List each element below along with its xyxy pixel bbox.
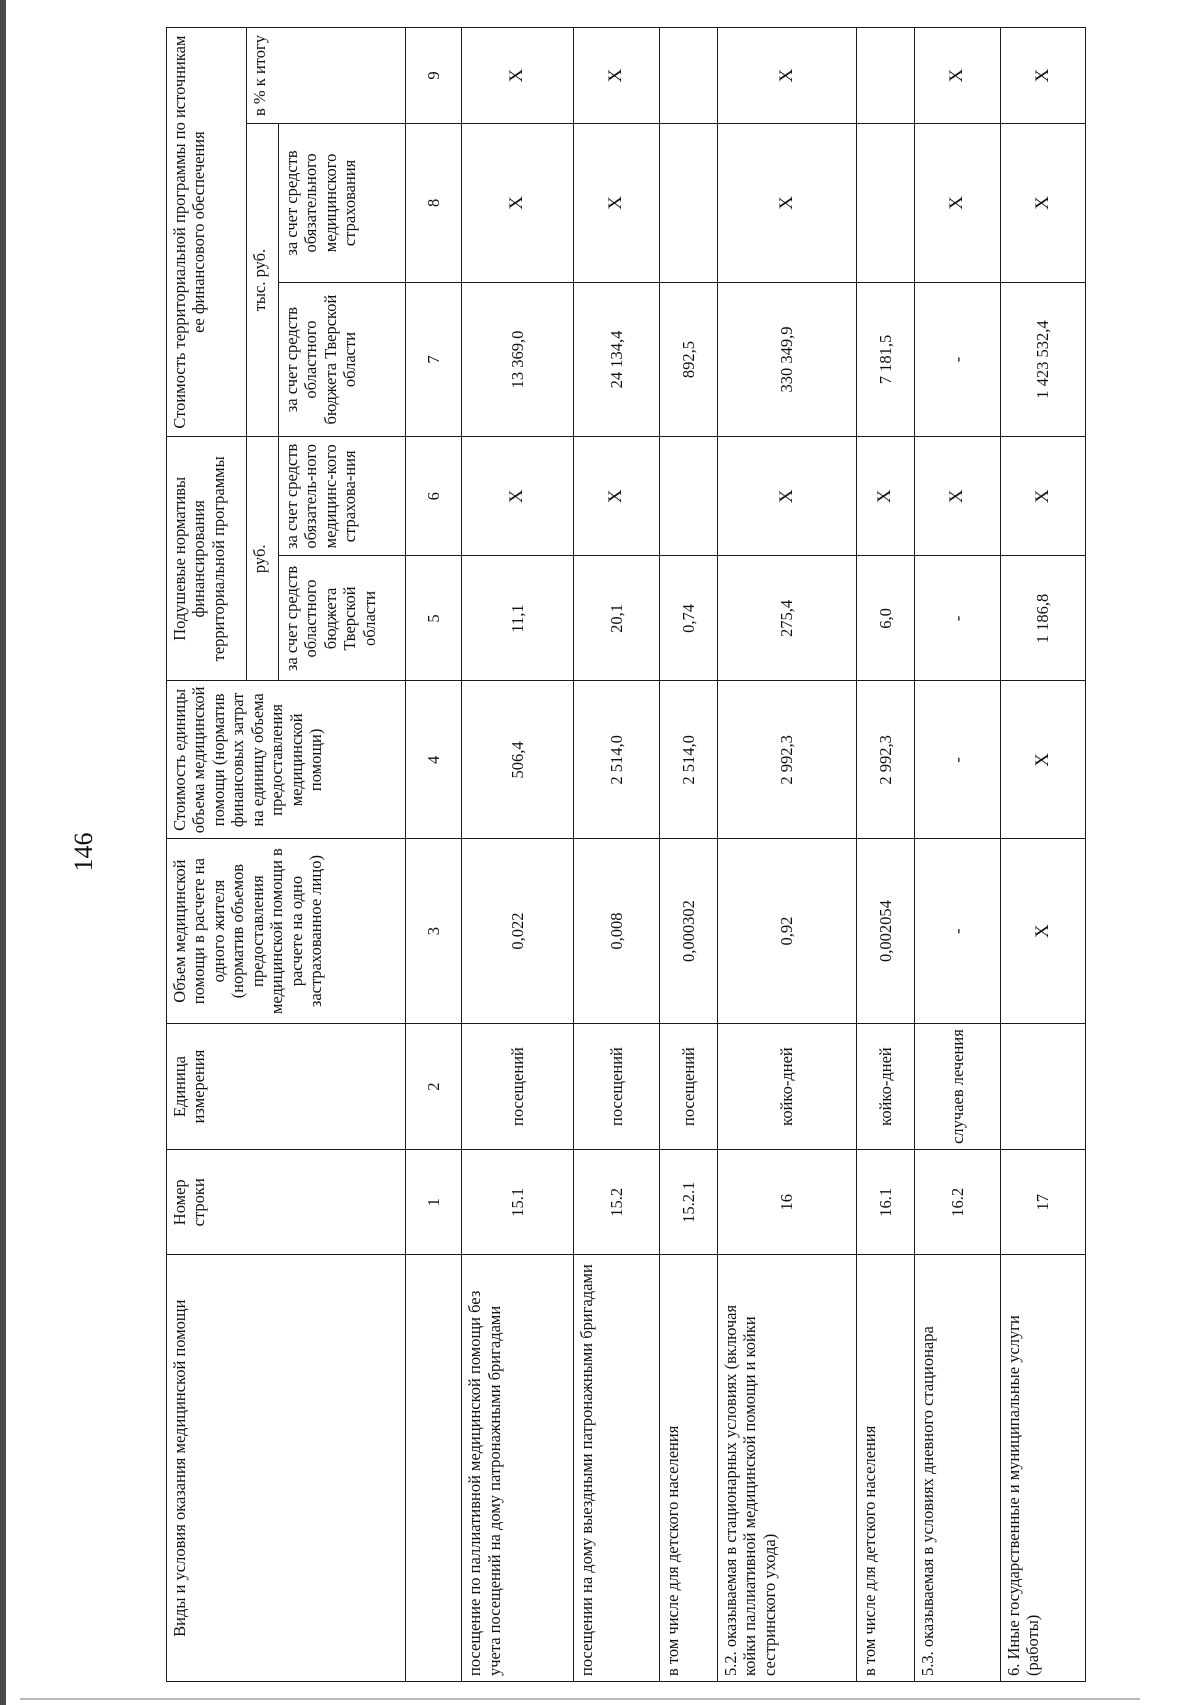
row-per-capita-regional: 275,4 [717, 556, 856, 681]
row-percent: X [462, 28, 574, 124]
row-unit [1000, 1023, 1085, 1149]
row-cost: - [915, 681, 1000, 839]
row-percent: X [1000, 28, 1085, 124]
table-row [462, 28, 574, 1682]
row-per-capita-oms: X [574, 437, 659, 556]
table-row [659, 28, 717, 1682]
row-volume: X [1000, 839, 1085, 1024]
header-unit: Единица измерения [167, 1023, 406, 1149]
row-per-capita-regional: - [915, 556, 1000, 681]
header-cost-oms: за счет средств обязательного медицинского страхования [278, 123, 405, 282]
header-per-capita-oms: за счет средств обязатель-ного медицинс-кого страхова-ния [278, 437, 405, 556]
row-number: 16.2 [915, 1150, 1000, 1255]
row-unit: посещений [462, 1023, 574, 1149]
row-number: 16 [717, 1150, 856, 1255]
row-per-capita-regional: 6,0 [856, 556, 914, 681]
header-cost-regional: за счет средств областного бюджета Тверской области [278, 282, 405, 436]
column-number [406, 1255, 462, 1682]
row-cost: 2 992,3 [856, 681, 914, 839]
row-total-oms: X [574, 123, 659, 282]
page-number: 146 [69, 832, 98, 872]
scan-edge [0, 0, 6, 1705]
row-percent: X [717, 28, 856, 124]
row-total-regional: 1 423 532,4 [1000, 282, 1085, 436]
row-volume: 0,008 [574, 839, 659, 1024]
column-number: 5 [406, 556, 462, 681]
row-per-capita-regional: 11,1 [462, 556, 574, 681]
row-percent [856, 28, 914, 124]
row-cost: X [1000, 681, 1085, 839]
row-percent: X [915, 28, 1000, 124]
column-number: 3 [406, 839, 462, 1024]
row-cost: 2 514,0 [659, 681, 717, 839]
rotated-table-wrapper [166, 27, 1086, 1682]
header-per-capita-unit: руб. [246, 437, 278, 681]
row-per-capita-oms: X [717, 437, 856, 556]
row-percent [659, 28, 717, 124]
row-name: 5.3. оказываемая в условиях дневного стационара [915, 1255, 1000, 1682]
header-per-capita-group: Подушевые нормативы финансирования территориальной программы [167, 437, 247, 681]
row-volume: 0,000302 [659, 839, 717, 1024]
row-total-oms [856, 123, 914, 282]
row-name: в том числе для детского населения [659, 1255, 717, 1682]
column-number: 9 [406, 28, 462, 124]
row-name: посещении на дому выездными патронажными бригадами [574, 1255, 659, 1682]
row-number: 17 [1000, 1150, 1085, 1255]
column-number: 8 [406, 123, 462, 282]
row-cost: 2 992,3 [717, 681, 856, 839]
row-per-capita-regional: 0,74 [659, 556, 717, 681]
row-per-capita-oms [659, 437, 717, 556]
row-total-oms: X [1000, 123, 1085, 282]
column-numbers-row [406, 28, 462, 1682]
row-total-oms [659, 123, 717, 282]
row-percent: X [574, 28, 659, 124]
row-unit: посещений [659, 1023, 717, 1149]
row-per-capita-oms: X [1000, 437, 1085, 556]
header-row-1 [167, 28, 247, 1682]
row-unit: койко-дней [856, 1023, 914, 1149]
header-kinds: Виды и условия оказания медицинской помощи [167, 1255, 406, 1682]
row-total-regional: 24 134,4 [574, 282, 659, 436]
header-program-cost-group: Стоимость территориальной программы по источникам ее финансового обеспечения [167, 28, 247, 437]
scan-edge-bottom [20, 1698, 1140, 1700]
column-number: 7 [406, 282, 462, 436]
row-total-regional: - [915, 282, 1000, 436]
table-row [717, 28, 856, 1682]
row-unit: посещений [574, 1023, 659, 1149]
table-row [856, 28, 914, 1682]
header-percent: в % к итогу [246, 28, 405, 124]
row-per-capita-oms: X [462, 437, 574, 556]
row-cost: 506,4 [462, 681, 574, 839]
row-per-capita-oms: X [856, 437, 914, 556]
table-row [1000, 28, 1085, 1682]
row-volume: 0,002054 [856, 839, 914, 1024]
row-volume: - [915, 839, 1000, 1024]
header-program-cost-unit: тыс. руб. [246, 123, 278, 436]
row-number: 16.1 [856, 1150, 914, 1255]
row-volume: 0,92 [717, 839, 856, 1024]
row-name: посещение по паллиативной медицинской помощи без учета посещений на дому патронажными бригадами [462, 1255, 574, 1682]
row-volume: 0,022 [462, 839, 574, 1024]
row-per-capita-regional: 1 186,8 [1000, 556, 1085, 681]
row-total-regional: 892,5 [659, 282, 717, 436]
column-number: 1 [406, 1150, 462, 1255]
header-per-capita-regional: за счет средств областного бюджета Тверской области [278, 556, 405, 681]
row-number: 15.2 [574, 1150, 659, 1255]
table-row [915, 28, 1000, 1682]
row-total-regional: 330 349,9 [717, 282, 856, 436]
column-number: 4 [406, 681, 462, 839]
financing-table [166, 27, 1086, 1682]
row-total-regional: 7 181,5 [856, 282, 914, 436]
table-row [574, 28, 659, 1682]
column-number: 2 [406, 1023, 462, 1149]
header-cost: Стоимость единицы объема медицинской помощи (норматив финансовых затрат на единицу объема предоставления медицинской помощи) [167, 681, 406, 839]
row-per-capita-regional: 20,1 [574, 556, 659, 681]
row-total-regional: 13 369,0 [462, 282, 574, 436]
row-unit: случаев лечения [915, 1023, 1000, 1149]
row-total-oms: X [462, 123, 574, 282]
row-per-capita-oms: X [915, 437, 1000, 556]
row-number: 15.1 [462, 1150, 574, 1255]
row-name: в том числе для детского населения [856, 1255, 914, 1682]
header-volume: Объем медицинской помощи в расчете на одного жителя (норматив объемов предоставления медицинской помощи в расчете на одно застрахованное лицо) [167, 839, 406, 1024]
row-total-oms: X [915, 123, 1000, 282]
row-name: 5.2. оказываемая в стационарных условиях (включая койки паллиативной медицинской помощи и койки сестринского ухода) [717, 1255, 856, 1682]
row-cost: 2 514,0 [574, 681, 659, 839]
row-number: 15.2.1 [659, 1150, 717, 1255]
column-number: 6 [406, 437, 462, 556]
row-name: 6. Иные государственные и муниципальные услуги (работы) [1000, 1255, 1085, 1682]
row-total-oms: X [717, 123, 856, 282]
row-unit: койко-дней [717, 1023, 856, 1149]
header-row-number: Номер строки [167, 1150, 406, 1255]
